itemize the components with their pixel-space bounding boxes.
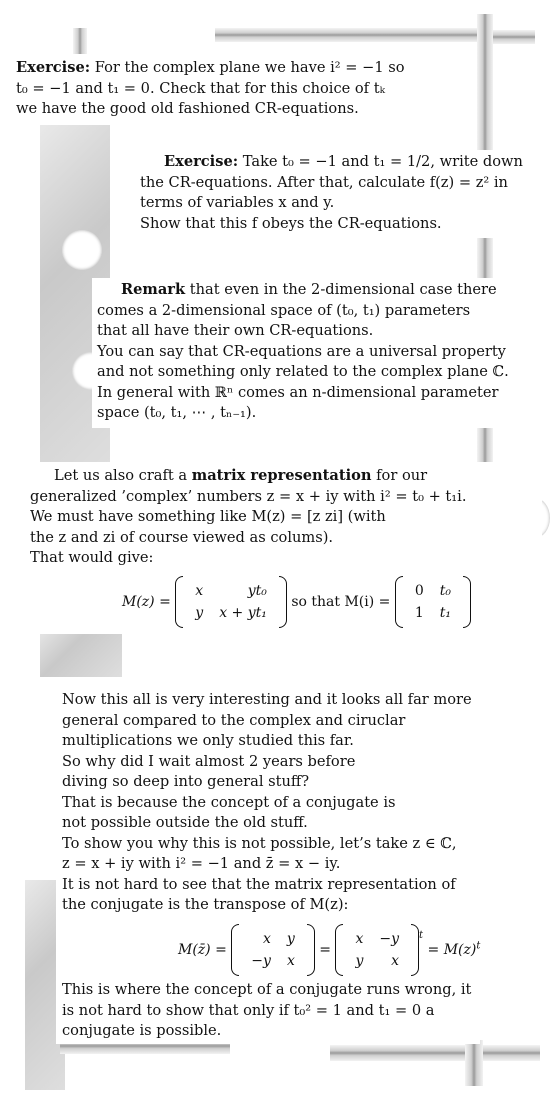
text-line: Now this all is very interesting and it looks all far more <box>62 691 472 708</box>
matrix-m-z <box>175 580 287 624</box>
equation-conjugate-transpose <box>178 928 480 972</box>
text-line: It is not hard to see that the matrix representation of <box>62 875 456 893</box>
equation-rhs: = M(z) <box>427 942 477 958</box>
text-line: the conjugate is the transpose of M(z): <box>62 896 349 913</box>
deco-dot <box>62 230 102 270</box>
text-line: general compared to the complex and ciruclar <box>62 711 406 729</box>
text-line: z = x + iy with i² = −1 and z̄ = x − iy. <box>62 855 341 872</box>
matrix-cell: −y <box>251 953 271 969</box>
matrix-cell: 1 <box>414 605 424 621</box>
equation-lhs: M(z̄) = <box>178 942 227 958</box>
matrix-cell: x <box>263 931 271 947</box>
matrix-cell: y <box>355 953 364 969</box>
matrix-cell: 0 <box>414 583 424 599</box>
text-line: Take t₀ = −1 and t₁ = 1/2, write down <box>238 153 523 170</box>
transpose-superscript: t <box>476 940 481 952</box>
matrix-cell: x <box>391 953 400 969</box>
matrix-cell: yt₀ <box>247 583 267 599</box>
matrix-representation-term: matrix representation <box>191 467 372 484</box>
deco-bar <box>493 30 535 44</box>
matrix-cell: x + yt₁ <box>219 605 267 621</box>
text-line: Let us also craft a <box>54 467 192 484</box>
text-line: space (t₀, t₁, ⋯ , tₙ₋₁). <box>97 404 257 421</box>
text-line: that even in the 2-dimensional case there <box>185 281 497 298</box>
equation-matrix-of-z <box>122 580 471 624</box>
matrix-cell: x <box>195 583 204 599</box>
text-line: To show you why this is not possible, let’s take z ∈ ℂ, <box>62 834 457 852</box>
text-line: the z and zi of course viewed as colums). <box>30 528 334 546</box>
text-line: the CR-equations. After that, calculate f(z) = z² in <box>140 173 508 191</box>
text-line: t₀ = −1 and t₁ = 0. Check that for this choice of tₖ <box>16 79 385 97</box>
deco-bar <box>215 28 477 42</box>
equation-connector: so that M(i) = <box>291 594 391 610</box>
text-line: This is where the concept of a conjugate runs wrong, it <box>62 981 472 998</box>
text-line: we have the good old fashioned CR-equations. <box>16 100 359 117</box>
remark-label: Remark <box>121 281 186 298</box>
text-line: Show that this f obeys the CR-equations. <box>140 214 442 232</box>
text-line: You can say that CR-equations are a universal property <box>97 342 506 360</box>
exercise-2 <box>126 150 550 238</box>
text-line: not possible outside the old stuff. <box>62 814 308 831</box>
transpose-superscript: t <box>419 930 424 942</box>
text-line: That would give: <box>30 549 154 566</box>
deco-bar <box>73 28 87 54</box>
text-line: terms of variables x and y. <box>140 194 335 211</box>
text-line: is not hard to show that only if t₀² = 1 and t₁ = 0 a <box>62 1001 435 1019</box>
text-line: We must have something like M(z) = [z zi] (with <box>30 508 386 525</box>
remark <box>92 278 517 428</box>
text-line: conjugate is possible. <box>62 1022 222 1039</box>
text-line: multiplications we only studied this far. <box>62 732 354 749</box>
text-line: So why did I wait almost 2 years before <box>62 752 356 770</box>
matrix-cell: x <box>286 953 295 969</box>
matrix-cell: t₀ <box>439 583 452 599</box>
matrix-cell: y <box>286 931 295 947</box>
matrix-transpose <box>335 928 419 972</box>
deco-bar <box>465 1040 483 1086</box>
exercise-1 <box>14 56 418 122</box>
equals-sign: = <box>319 942 332 958</box>
deco-bar <box>330 1045 540 1061</box>
exercise-label: Exercise: <box>164 153 239 170</box>
text-line: diving so deep into general stuff? <box>62 773 310 790</box>
equation-lhs: M(z) = <box>122 594 171 610</box>
text-line: In general with ℝⁿ comes an n-dimensional parameter <box>97 383 499 401</box>
text-line: For the complex plane we have i² = −1 so <box>90 59 405 76</box>
text-line: generalized ’complex’ numbers z = x + iy with i² = t₀ + t₁i. <box>30 487 467 505</box>
exercise-label: Exercise: <box>16 59 91 76</box>
matrix-m-zbar <box>231 928 315 972</box>
text-line: for our <box>371 467 428 484</box>
final-paragraph <box>56 980 480 1044</box>
text-line: comes a 2-dimensional space of (t₀, t₁) parameters <box>97 301 471 319</box>
text-line: that all have their own CR-equations. <box>97 322 374 339</box>
text-line: That is because the concept of a conjugate is <box>62 793 396 811</box>
text-line: and not something only related to the complex plane ℂ. <box>97 363 509 380</box>
matrix-m-i <box>395 580 471 624</box>
matrix-cell: x <box>355 931 364 947</box>
matrix-cell: −y <box>379 931 400 947</box>
matrix-cell: t₁ <box>439 605 452 621</box>
matrix-cell: y <box>195 605 204 621</box>
